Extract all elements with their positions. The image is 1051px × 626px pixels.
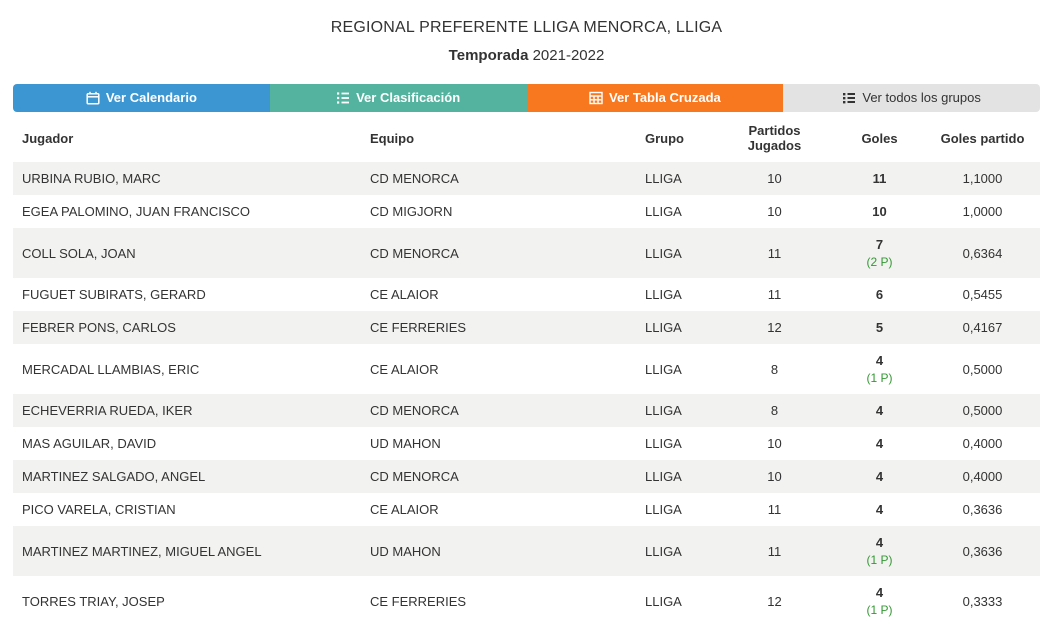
goals-cell xyxy=(834,526,924,576)
table-icon xyxy=(589,91,603,105)
goals-per-match: 0,6364 xyxy=(962,245,1003,261)
goals-cell xyxy=(834,311,924,344)
goals-value: 4 xyxy=(875,353,884,368)
team-name: CD MENORCA xyxy=(370,171,459,186)
tab-label: Ver todos los grupos xyxy=(862,90,981,105)
team-name: CD MENORCA xyxy=(370,403,459,418)
group-name: LLIGA xyxy=(645,502,682,517)
goals-value: 5 xyxy=(875,320,884,335)
table-row xyxy=(13,394,1040,427)
goals-per-match: 0,3636 xyxy=(962,502,1003,517)
group-name: LLIGA xyxy=(645,469,682,484)
group-name: LLIGA xyxy=(645,436,682,451)
group-name: LLIGA xyxy=(645,171,682,186)
player-name: COLL SOLA, JOAN xyxy=(22,245,136,261)
matches-played: 10 xyxy=(767,204,782,219)
matches-played: 10 xyxy=(767,171,782,186)
matches-played: 11 xyxy=(767,543,782,559)
season-value: 2021-2022 xyxy=(532,47,605,64)
tab-ver-clasificacion[interactable] xyxy=(270,84,527,112)
player-name: MARTINEZ SALGADO, ANGEL xyxy=(22,469,206,484)
goals-per-match: 0,4000 xyxy=(962,469,1003,484)
goals-cell xyxy=(834,195,924,228)
team-name: CE ALAIOR xyxy=(370,361,439,377)
penalty-note: (1 P) xyxy=(866,371,893,385)
goals-value: 4 xyxy=(875,469,884,484)
goals-value: 11 xyxy=(872,171,887,186)
group-name: LLIGA xyxy=(645,403,682,418)
scorers-table xyxy=(13,114,1040,626)
table-row xyxy=(13,493,1040,526)
goals-per-match: 0,3333 xyxy=(962,593,1003,609)
matches-played: 11 xyxy=(767,245,782,261)
table-row xyxy=(13,460,1040,493)
player-name: ECHEVERRIA RUEDA, IKER xyxy=(22,403,193,418)
page-title: REGIONAL PREFERENTE LLIGA MENORCA, LLIGA xyxy=(330,19,723,36)
goals-per-match: 0,5455 xyxy=(962,287,1003,302)
table-row xyxy=(13,228,1040,278)
player-name: EGEA PALOMINO, JUAN FRANCISCO xyxy=(22,204,251,219)
goals-value: 6 xyxy=(875,287,884,302)
matches-played: 8 xyxy=(770,403,779,418)
goals-per-match: 1,1000 xyxy=(962,171,1003,186)
goals-per-match: 0,4000 xyxy=(962,436,1003,451)
goals-cell xyxy=(834,427,924,460)
matches-played: 10 xyxy=(767,436,782,451)
goals-value: 10 xyxy=(872,204,887,219)
player-name: URBINA RUBIO, MARC xyxy=(22,171,161,186)
table-header-row xyxy=(13,114,1040,162)
season-subtitle xyxy=(13,47,1040,65)
team-name: UD MAHON xyxy=(370,436,441,451)
matches-played: 10 xyxy=(767,469,782,484)
team-name: CD MENORCA xyxy=(370,469,459,484)
group-name: LLIGA xyxy=(645,287,682,302)
group-name: LLIGA xyxy=(645,204,682,219)
table-row xyxy=(13,344,1040,394)
goals-cell xyxy=(834,278,924,311)
goals-value: 4 xyxy=(875,436,884,451)
goals-cell xyxy=(834,493,924,526)
list-ol-icon xyxy=(336,91,350,105)
goals-per-match: 0,5000 xyxy=(962,361,1003,377)
matches-played: 8 xyxy=(770,361,779,377)
season-label: Temporada xyxy=(448,47,529,64)
team-name: CD MIGJORN xyxy=(370,204,453,219)
tab-label: Ver Calendario xyxy=(105,90,197,105)
player-name: FUGUET SUBIRATS, GERARD xyxy=(22,287,206,302)
table-row xyxy=(13,311,1040,344)
table-row xyxy=(13,576,1040,626)
table-row xyxy=(13,195,1040,228)
table-row xyxy=(13,278,1040,311)
table-row xyxy=(13,162,1040,195)
penalty-note: (1 P) xyxy=(866,603,893,617)
page-container xyxy=(13,0,1040,626)
goals-value: 4 xyxy=(875,535,884,550)
goals-cell xyxy=(834,460,924,493)
tab-ver-calendario[interactable] xyxy=(13,84,270,112)
team-name: CE FERRERIES xyxy=(370,593,467,609)
matches-played: 12 xyxy=(767,320,782,335)
player-name: TORRES TRIAY, JOSEP xyxy=(22,593,165,609)
player-name: MARTINEZ MARTINEZ, MIGUEL ANGEL xyxy=(22,543,262,559)
goals-cell xyxy=(834,228,924,278)
goals-value: 4 xyxy=(875,403,884,418)
list-ul-icon xyxy=(842,91,856,105)
group-name: LLIGA xyxy=(645,361,682,377)
group-name: LLIGA xyxy=(645,245,682,261)
group-name: LLIGA xyxy=(645,593,682,609)
goals-value: 7 xyxy=(875,237,884,252)
player-name: MAS AGUILAR, DAVID xyxy=(22,436,157,451)
table-row xyxy=(13,526,1040,576)
team-name: UD MAHON xyxy=(370,543,441,559)
penalty-note: (2 P) xyxy=(866,255,893,269)
calendar-icon xyxy=(86,91,100,105)
group-name: LLIGA xyxy=(645,543,682,559)
goals-value: 4 xyxy=(875,502,884,517)
goals-per-match: 0,4167 xyxy=(962,320,1003,335)
team-name: CD MENORCA xyxy=(370,245,459,261)
goals-per-match: 0,3636 xyxy=(962,543,1003,559)
player-name: MERCADAL LLAMBIAS, ERIC xyxy=(22,361,200,377)
goals-per-match: 1,0000 xyxy=(962,204,1003,219)
group-name: LLIGA xyxy=(645,320,682,335)
col-grupo: Grupo xyxy=(645,130,684,146)
matches-played: 12 xyxy=(767,593,782,609)
goals-cell xyxy=(834,344,924,394)
tab-ver-tabla-cruzada[interactable] xyxy=(527,84,784,112)
penalty-note: (1 P) xyxy=(866,553,893,567)
goals-per-match: 0,5000 xyxy=(962,403,1003,418)
col-equipo: Equipo xyxy=(370,130,415,146)
tab-ver-todos-los-grupos[interactable] xyxy=(783,84,1040,112)
team-name: CE FERRERIES xyxy=(370,320,467,335)
view-tabs xyxy=(13,84,1040,112)
tab-label: Ver Clasificación xyxy=(356,90,461,105)
col-partidos-jugados: Partidos Jugados xyxy=(747,123,802,153)
matches-played: 11 xyxy=(767,287,782,302)
table-row xyxy=(13,427,1040,460)
team-name: CE ALAIOR xyxy=(370,287,439,302)
col-goles: Goles xyxy=(861,130,898,146)
matches-played: 11 xyxy=(767,502,782,517)
team-name: CE ALAIOR xyxy=(370,502,439,517)
goals-cell xyxy=(834,394,924,427)
player-name: PICO VARELA, CRISTIAN xyxy=(22,502,176,517)
col-jugador: Jugador xyxy=(22,130,74,146)
goals-cell xyxy=(834,576,924,626)
col-goles-partido: Goles partido xyxy=(940,130,1025,146)
tab-label: Ver Tabla Cruzada xyxy=(609,90,721,105)
player-name: FEBRER PONS, CARLOS xyxy=(22,320,176,335)
goals-value: 4 xyxy=(875,585,884,600)
goals-cell xyxy=(834,162,924,195)
